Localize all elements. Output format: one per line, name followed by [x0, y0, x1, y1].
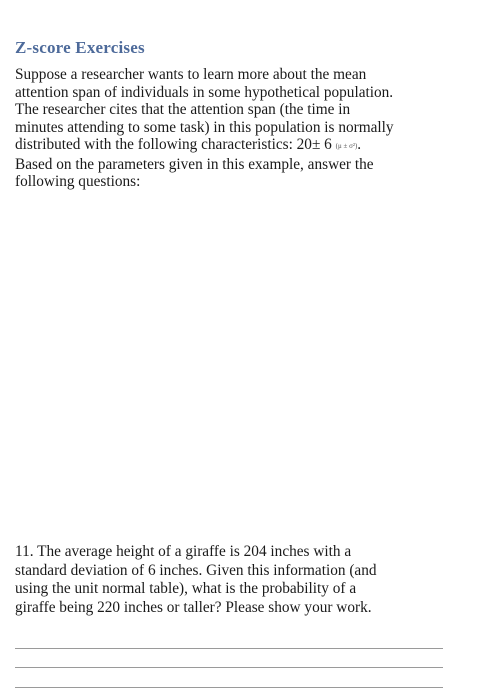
parameters-text: distributed with the following characteristics: 20± 6	[15, 136, 332, 153]
question-11	[15, 543, 455, 617]
intro-line-parameters	[15, 136, 455, 156]
intro-line: minutes attending to some task) in this population is normally	[15, 118, 394, 136]
answer-line[interactable]	[15, 687, 443, 688]
parameters-notation: (μ ± σ²)	[335, 142, 358, 150]
question-line: standard deviation of 6 inches. Given this information (and	[15, 561, 377, 579]
parameters-period: .	[357, 136, 362, 153]
intro-line: following questions:	[15, 173, 141, 190]
intro-line: Suppose a researcher wants to learn more about the mean	[15, 66, 367, 83]
intro-line: attention span of individuals in some hypothetical population.	[15, 83, 394, 101]
intro-line: The researcher cites that the attention span (the time in	[15, 101, 351, 118]
intro-paragraph	[15, 66, 455, 191]
question-line: 11. The average height of a giraffe is 204 inches with a	[15, 543, 352, 560]
answer-line[interactable]	[15, 648, 443, 649]
page-title: Z-score Exercises	[15, 38, 145, 57]
question-line: using the unit normal table), what is the probability of a	[15, 580, 357, 597]
question-line: giraffe being 220 inches or taller? Please show your work.	[15, 598, 372, 616]
answer-line[interactable]	[15, 667, 443, 668]
intro-line: Based on the parameters given in this example, answer the	[15, 155, 374, 173]
